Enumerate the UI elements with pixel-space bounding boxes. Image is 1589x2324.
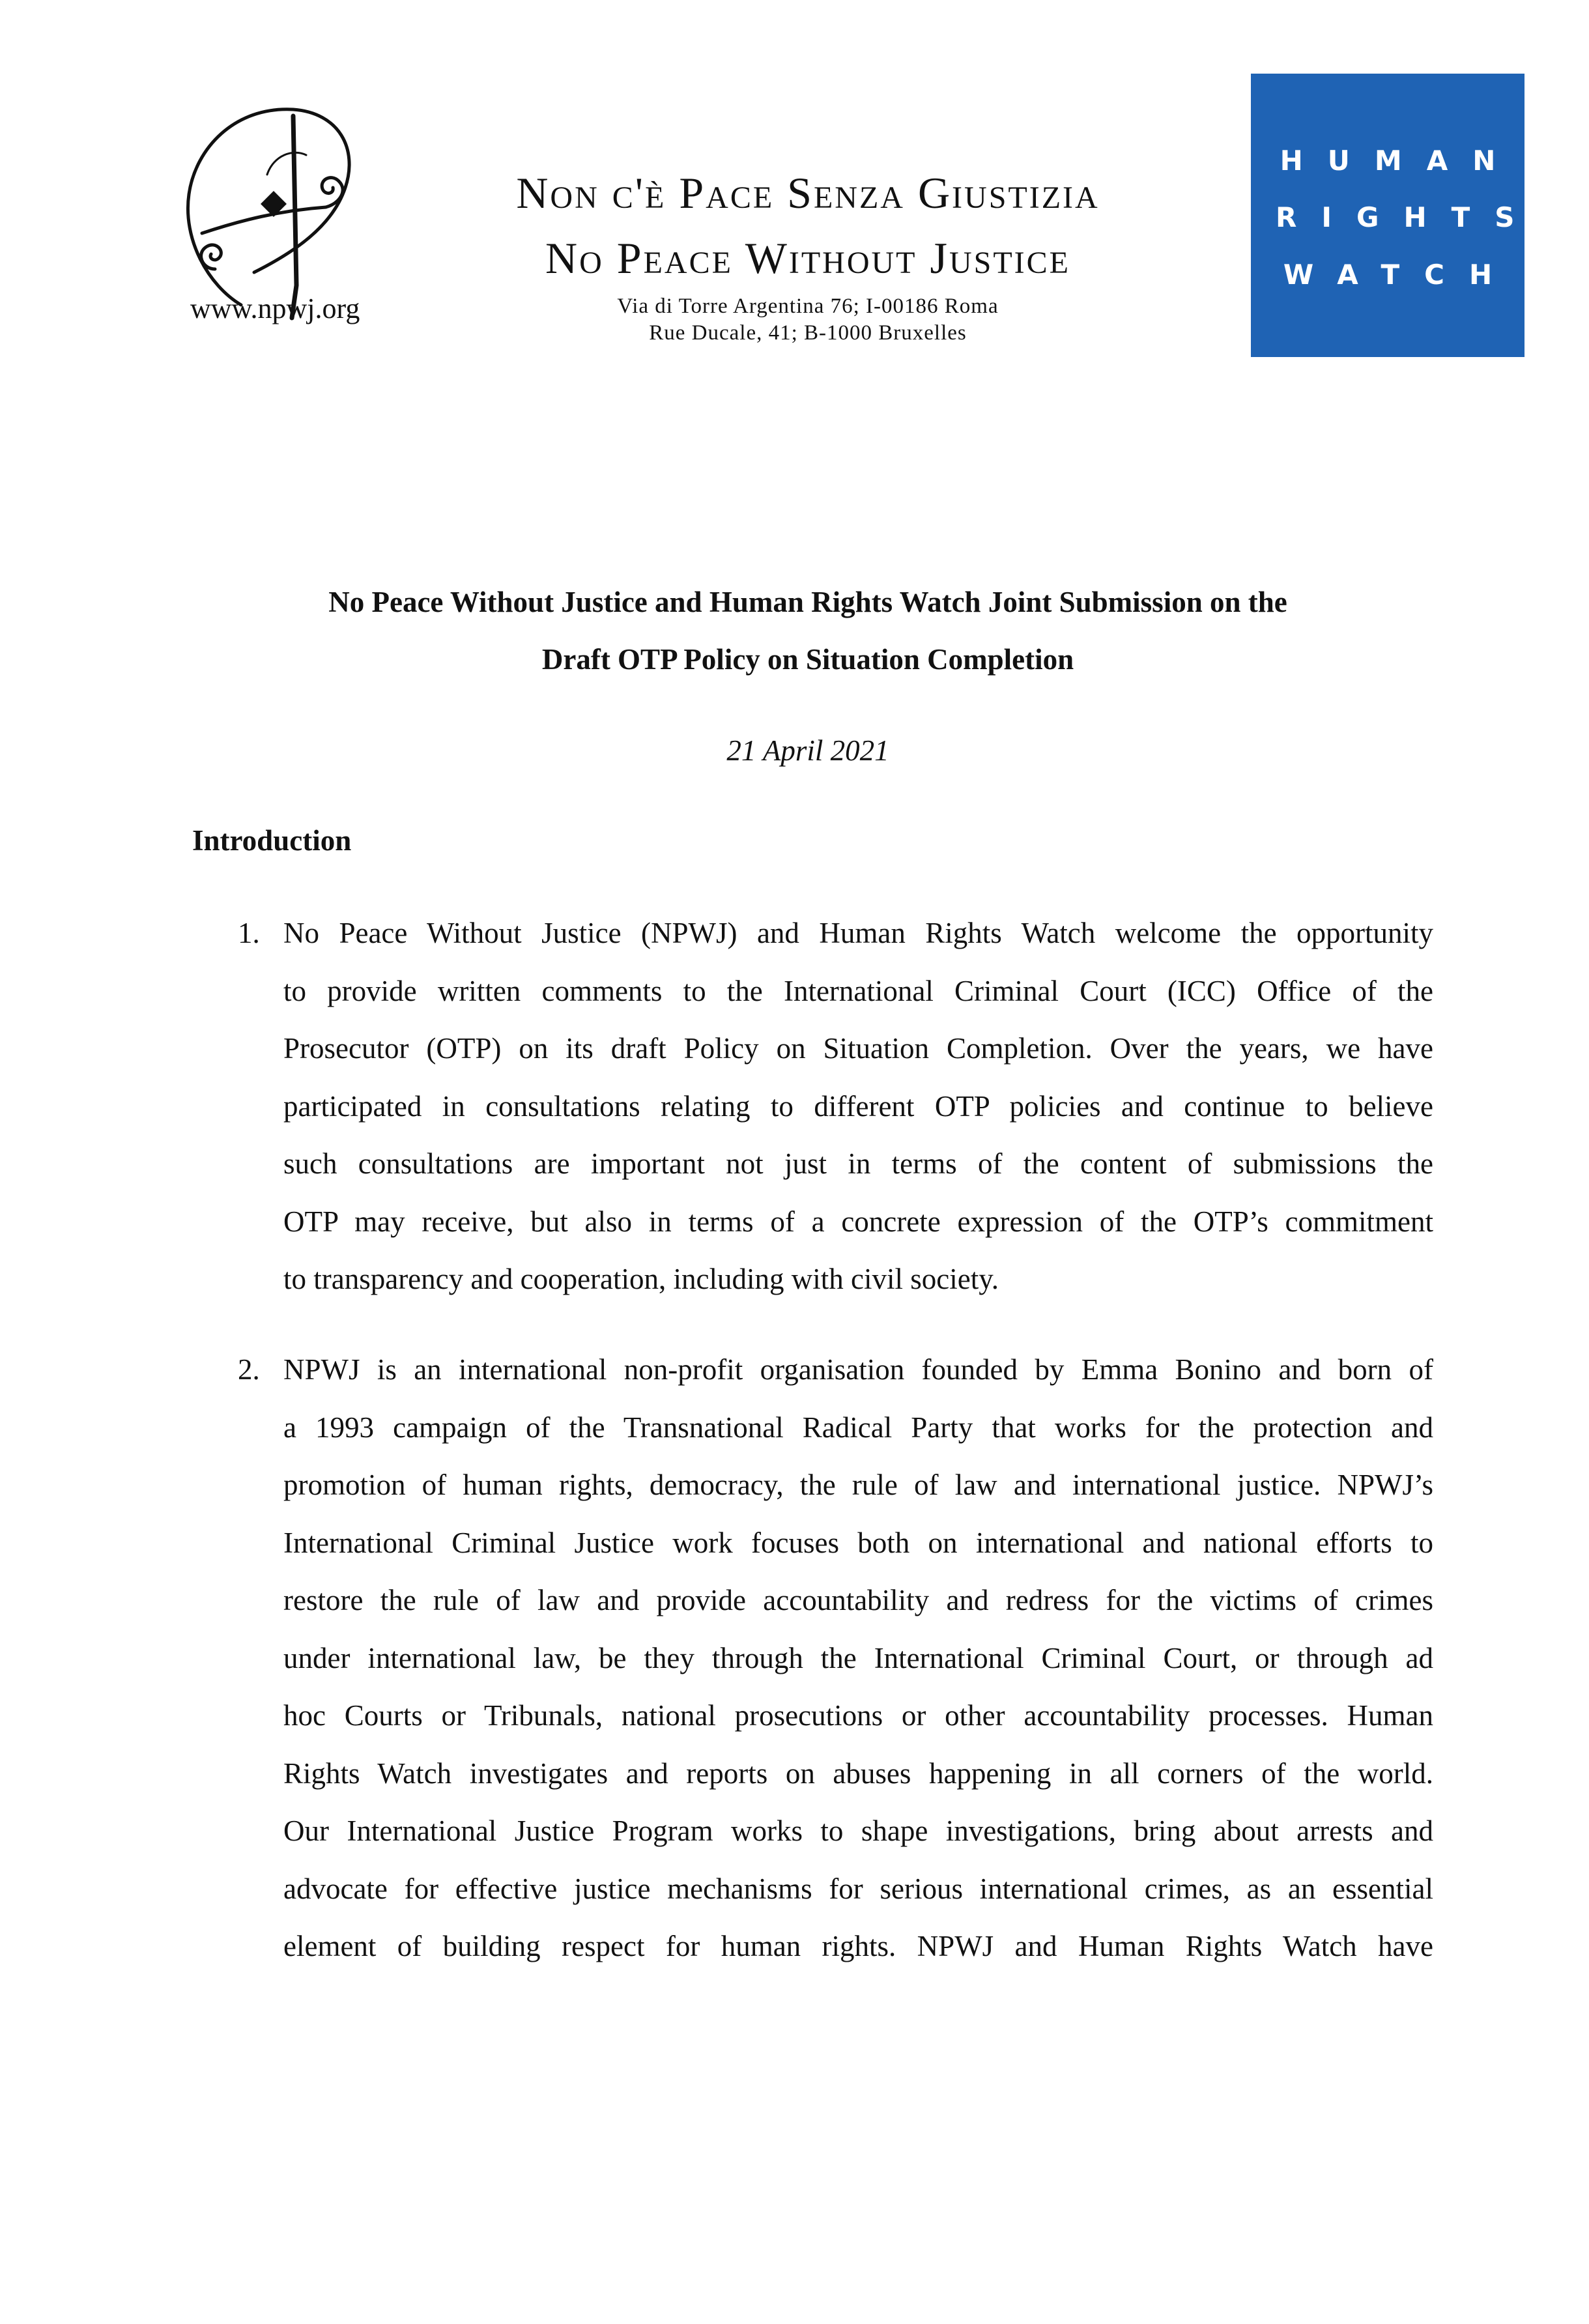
npwj-website: www.npwj.org: [190, 293, 360, 324]
hrw-logo-line: HUMAN: [1280, 145, 1521, 177]
paragraph-line: No Peace Without Justice (NPWJ) and Human Rights Watch welcome the opportunity: [283, 917, 1433, 949]
section-heading: Introduction: [192, 824, 352, 857]
paragraph-line: to transparency and cooperation, including with civil society.: [283, 1263, 999, 1295]
paragraph-number: 2.: [238, 1353, 260, 1386]
paragraph-line: element of building respect for human rights. NPWJ and Human Rights Watch have: [283, 1930, 1433, 1962]
hrw-logo: [1251, 74, 1539, 357]
paragraph-line: Our International Justice Program works to shape investigations, bring about arrests and: [283, 1815, 1433, 1847]
document-date: 21 April 2021: [726, 734, 889, 767]
npwj-logo: [163, 90, 410, 324]
address-rome: Via di Torre Argentina 76; I-00186 Roma: [617, 294, 999, 318]
paragraph-line: OTP may receive, but also in terms of a concrete expression of the OTP’s commitment: [283, 1205, 1433, 1238]
paragraph-line: Prosecutor (OTP) on its draft Policy on Situation Completion. Over the years, we have: [283, 1032, 1433, 1065]
paragraph-line: advocate for effective justice mechanisms for serious international crimes, as an essential: [283, 1872, 1433, 1905]
paragraph-line: International Criminal Justice work focuses both on international and national efforts to: [283, 1526, 1433, 1559]
paragraph-line: participated in consultations relating to different OTP policies and continue to believe: [283, 1089, 1433, 1123]
paragraph-line: hoc Courts or Tribunals, national prosecutions or other accountability processes. Human: [283, 1699, 1433, 1732]
address-brussels: Rue Ducale, 41; B-1000 Bruxelles: [649, 321, 967, 345]
document-title: Draft OTP Policy on Situation Completion: [541, 643, 1074, 676]
org-name-italian: Non c'è Pace Senza Giustizia: [516, 168, 1100, 218]
paragraph-line: Rights Watch investigates and reports on abuses happening in all corners of the world.: [283, 1757, 1433, 1790]
paragraph-line: under international law, be they through the International Criminal Court, or through ad: [283, 1641, 1433, 1674]
paragraph: [283, 1341, 1433, 1975]
org-name-english: No Peace Without Justice: [545, 233, 1070, 283]
paragraph-line: restore the rule of law and provide accountability and redress for the victims of crimes: [283, 1584, 1433, 1616]
paragraph-line: such consultations are important not just in terms of the content of submissions the: [283, 1147, 1433, 1180]
paragraph-number: 1.: [238, 917, 260, 949]
paragraph-line: NPWJ is an international non-profit organisation founded by Emma Bonino and born of: [283, 1353, 1433, 1386]
document-title: No Peace Without Justice and Human Rights Watch Joint Submission on the: [328, 586, 1287, 618]
paragraph-line: promotion of human rights, democracy, the rule of law and international justice. NPWJ’s: [283, 1469, 1433, 1501]
paragraph: [283, 904, 1433, 1308]
paragraph-line: to provide written comments to the International Criminal Court (ICC) Office of the: [283, 974, 1433, 1007]
hrw-logo-line: RIGHTS: [1276, 201, 1539, 233]
paragraph-line: a 1993 campaign of the Transnational Radical Party that works for the protection and: [283, 1411, 1433, 1444]
hrw-logo-line: WATCH: [1283, 259, 1517, 291]
